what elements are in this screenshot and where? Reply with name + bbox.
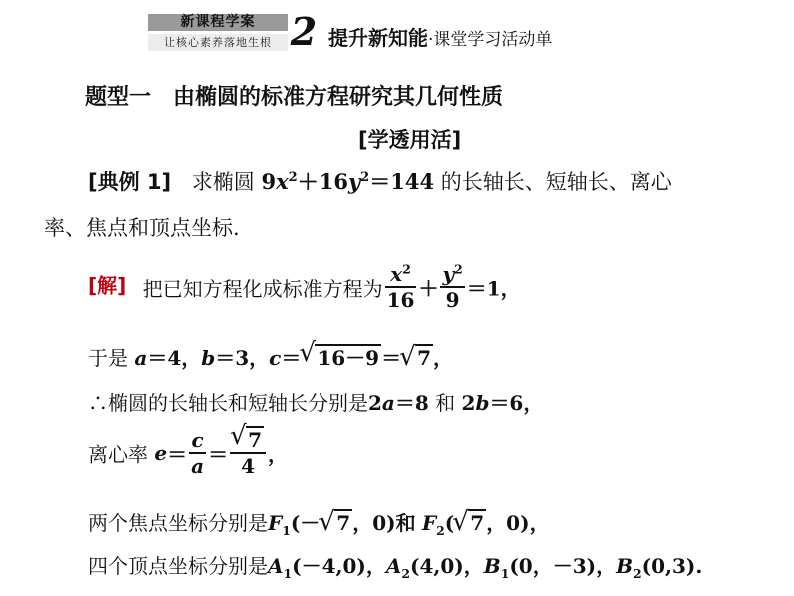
vert-B2-var: B: [616, 554, 633, 578]
axes-2b-var: b: [475, 391, 490, 415]
solution-line-6: [88, 550, 702, 579]
vert-A2-sub: 2: [401, 566, 411, 581]
banner-title-main: 提升新知能: [328, 26, 428, 50]
vert-B1-val: (0，－3)，: [509, 554, 617, 578]
frac1-den: 16: [386, 288, 415, 312]
ecc-label: 离心率: [88, 442, 148, 467]
axes-text: ∴椭圆的长轴长和短轴长分别是: [88, 391, 368, 415]
var-c: c: [269, 346, 282, 370]
foci-F2-open: (: [444, 511, 455, 535]
example-label: [典例 1]: [88, 170, 172, 194]
vert-A1-var: A: [268, 554, 284, 578]
eq-rest: ＝144: [369, 169, 435, 194]
vert-A2-var: A: [385, 554, 402, 578]
var-a: a: [134, 346, 148, 370]
axes-eq8: ＝8: [394, 391, 429, 415]
example-line-1: [88, 166, 672, 196]
a-value: ＝4，: [147, 346, 202, 370]
vert-B1-sub: 1: [500, 566, 510, 581]
fraction-sqrt7-4: [230, 428, 266, 478]
eq-y-exp: 2: [360, 170, 370, 185]
foci-F2-close: ，0)，: [486, 511, 550, 535]
frac2-num-exp: 2: [454, 261, 463, 277]
foci-F1-sqrt: [320, 511, 352, 535]
sqrt-16-9-radicand: 16－9: [317, 346, 380, 370]
solution-intro: 把已知方程化成标准方程为: [142, 276, 383, 301]
c-eq: ＝: [281, 346, 302, 370]
foci-F2-sub: 2: [436, 523, 445, 538]
frac1-num-exp: 2: [402, 261, 411, 277]
banner-logo-box: [148, 12, 288, 52]
solution-line-4: [88, 428, 288, 478]
var-b: b: [201, 346, 216, 370]
b-value: ＝3，: [215, 346, 270, 370]
vert-A1-sub: 1: [283, 566, 293, 581]
solution-line-3: [88, 387, 543, 416]
axes-he: 和: [435, 391, 456, 415]
axes-2b-coef: 2: [461, 391, 476, 415]
vert-A1-val: (－4,0)，: [292, 554, 386, 578]
solution-label: [解]: [88, 273, 127, 298]
vert-B1-var: B: [483, 554, 501, 578]
foci-F2-var: F: [421, 511, 437, 535]
plus-sign: ＋: [418, 276, 439, 301]
example-text-b: 的长轴长、短轴长、离心: [440, 170, 672, 194]
yushi-text: 于是: [88, 346, 128, 370]
solution-line-5: [88, 507, 550, 536]
sqrt-7-radicand: 7: [417, 346, 432, 370]
ecc-eq2: ＝: [208, 442, 229, 467]
eq-x: x: [276, 169, 289, 194]
banner-title: [328, 22, 552, 51]
axes-2a-var: a: [381, 391, 395, 415]
ecc-e: e: [154, 441, 168, 465]
sqrt-7: [401, 346, 433, 370]
banner-subtitle: ·课堂学习活动单: [428, 30, 553, 50]
solution-line-1: [88, 262, 521, 312]
fraction-c-a: [189, 428, 206, 478]
topic-heading: 题型一 由椭圆的标准方程研究其几何性质: [85, 85, 504, 110]
foci-F1-radicand: 7: [336, 511, 351, 535]
vert-label: 四个顶点坐标分别是: [88, 554, 268, 578]
banner-top-text: 新课程学案: [148, 14, 288, 31]
ecc-sqrt: [232, 428, 264, 452]
eq-one: ＝1，: [466, 276, 521, 301]
ecc-c: c: [189, 428, 206, 454]
foci-F1-close: ，0)和: [352, 511, 416, 535]
ecc-den: 4: [241, 454, 255, 478]
foci-F1-sub: 1: [282, 523, 291, 538]
sqrt-16-9: [301, 342, 381, 371]
ecc-end: ，: [267, 442, 288, 467]
fraction-x2-16: [385, 262, 417, 312]
eq-9: 9: [261, 169, 277, 194]
vert-A2-val: (4,0)，: [410, 554, 484, 578]
solution-line-2: [88, 342, 453, 371]
c-end: ，: [433, 346, 454, 370]
vert-B2-val: (0,3).: [641, 554, 703, 578]
ecc-eq: ＝: [167, 442, 188, 467]
section-tag: [学透用活]: [358, 128, 462, 152]
ecc-a: a: [191, 454, 205, 478]
foci-F1-var: F: [268, 511, 283, 535]
fraction-y2-9: [440, 262, 464, 312]
ecc-sqrt-radicand: 7: [248, 428, 262, 452]
eq-y: y: [347, 169, 361, 194]
frac2-den: 9: [445, 288, 460, 312]
foci-F2-radicand: 7: [470, 511, 485, 535]
frac2-num-var: y: [442, 262, 455, 286]
foci-label: 两个焦点坐标分别是: [88, 511, 268, 535]
foci-F2-sqrt: [454, 511, 486, 535]
example-line-2: 率、焦点和顶点坐标.: [44, 216, 240, 240]
vert-B2-sub: 2: [632, 566, 642, 581]
frac1-num-var: x: [390, 262, 403, 286]
example-text-a: 求椭圆: [191, 170, 255, 194]
banner-bottom-text: 让核心素养落地生根: [148, 34, 288, 51]
eq-x-exp: 2: [288, 170, 298, 185]
foci-F1-open: (－: [290, 511, 321, 535]
banner-number: 2: [290, 9, 318, 54]
eq-plus16: ＋16: [297, 169, 348, 194]
axes-eq6: ＝6，: [489, 391, 544, 415]
axes-2a-coef: 2: [368, 391, 382, 415]
c-eq2: ＝: [381, 346, 402, 370]
